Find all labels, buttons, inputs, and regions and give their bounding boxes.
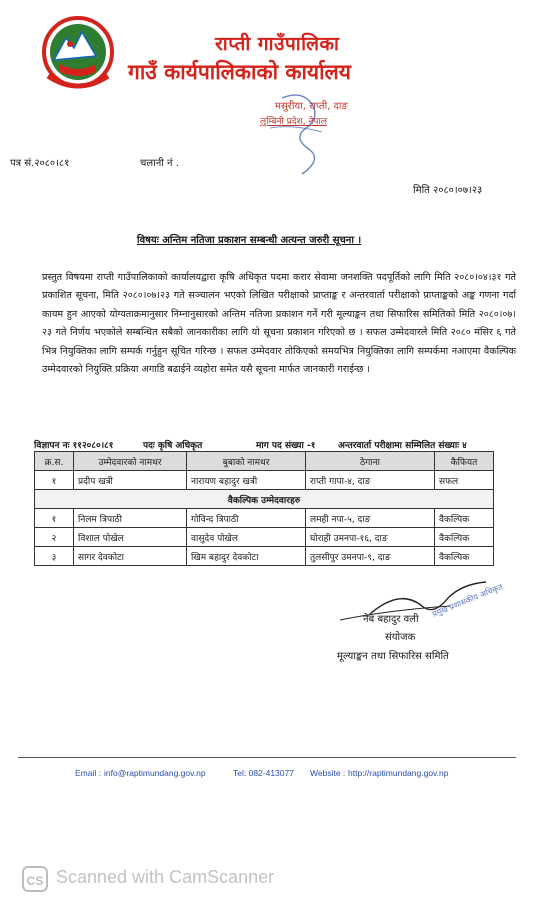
cell-address: राप्ती गापा-४, दाङ bbox=[306, 471, 435, 490]
cell-name: प्रदीप खत्री bbox=[74, 471, 187, 490]
col-header: कैफियत bbox=[435, 452, 494, 471]
col-header: बुबाको नामथर bbox=[187, 452, 306, 471]
cell-father: गोविन्द त्रिपाठी bbox=[187, 509, 306, 528]
table-row bbox=[35, 509, 494, 528]
table-row bbox=[35, 547, 494, 566]
cell-address: घोराही उमनपा-१६, दाङ bbox=[306, 528, 435, 547]
email-label: Email : bbox=[75, 768, 101, 778]
letter-date: मिति २०८०।०७।२३ bbox=[413, 185, 483, 196]
reference-number: पत्र सं.२०८०।८१ bbox=[10, 158, 70, 169]
cell-father: नारायण बहादुर खत्री bbox=[187, 471, 306, 490]
table-header-row bbox=[35, 452, 494, 471]
cell-remark: वैकल्पिक bbox=[435, 528, 494, 547]
dispatch-number: चलानी नं . bbox=[140, 158, 179, 169]
table-row bbox=[35, 471, 494, 490]
office-title: गाउँ कार्यपालिकाको कार्यालय bbox=[128, 60, 351, 84]
alternates-heading: वैकल्पिक उम्मेदवारहरु bbox=[35, 490, 494, 509]
cell-name: सागर देवकोटा bbox=[74, 547, 187, 566]
cell-address: लमही नपा-५, दाङ bbox=[306, 509, 435, 528]
committee-name: मूल्याङ्कन तथा सिफारिस समिति bbox=[337, 651, 449, 662]
cell-address: तुलसीपुर उमनपा-९, दाङ bbox=[306, 547, 435, 566]
cell-father: खिम बहादुर देवकोटा bbox=[187, 547, 306, 566]
cell-remark: सफल bbox=[435, 471, 494, 490]
cell-name: निलम त्रिपाठी bbox=[74, 509, 187, 528]
table-row bbox=[35, 528, 494, 547]
camscanner-icon: CS bbox=[22, 866, 48, 892]
interview-count: अन्तरवार्ता परीक्षामा सम्मिलित संख्याः ४ bbox=[338, 441, 467, 451]
signatory-role: संयोजक bbox=[385, 632, 416, 643]
address-line-2: लुम्बिनी प्रदेश, नेपाल bbox=[260, 117, 327, 127]
office-stamp bbox=[262, 88, 340, 180]
cell-sn: १ bbox=[35, 509, 74, 528]
municipality-logo bbox=[40, 14, 116, 94]
footer-divider bbox=[18, 757, 516, 758]
notice-body: प्रस्तुत विषयमा राप्ती गाउँपालिकाको कार्यालयद्वारा कृषि अधिकृत पदमा करार सेवामा जनशक्ति पदपूर्तिको लागि मिति २०८०।०४।३१ गते प्रकाशित सूचना, मिति २०८०।०७।२३ गते सञ्चालन भएको लिखित परीक्षाको प्राप्ताङ्क र अन्तरवार्ता परीक्षाको प्राप्ताङ्कको अङ्क गणना गर्दा कायम हुन आएको योग्यताक्रमानुसार निम्नानुसारको अन्तिम नतिजा प्रकाशन गर्ने गरी मूल्याङ्कन तथा सिफारिस समितिको मिति २०८०।०७।२३ गते निर्णय भएकोले सम्बन्धित सबैको जानकारीका लागि यो सूचना प्रकाशन गरिएको छ । सफल उम्मेदवारले मिति २०८० मंसिर ६ गते भित्र नियुक्तिका लागि सम्पर्क गर्नुहुन सूचित गरिन्छ । सफल उम्मेदवार तोकिएको समयभित्र नियुक्तिका लागि सम्पर्कमा नआएमा वैकल्पिक उम्मेदवारको नियुक्ति प्रक्रिया अगाडि बढाईने व्यहोरा समेत यसै सूचना मार्फत जानकारी गराईन्छ । bbox=[42, 272, 516, 376]
phone-number: Tel: 082-413077 bbox=[233, 768, 294, 778]
subject-line: विषयः अन्तिम नतिजा प्रकाशन सम्बन्धी अत्यन्त जरुरी सूचना । bbox=[137, 235, 362, 246]
cell-name: विशाल पोखेल bbox=[74, 528, 187, 547]
col-header: उम्मेदवारको नामथर bbox=[74, 452, 187, 471]
col-header: क्र.स. bbox=[35, 452, 74, 471]
alternates-heading-row bbox=[35, 490, 494, 509]
cell-remark: वैकल्पिक bbox=[435, 509, 494, 528]
address-line-1: मसुरीया, राप्ती, दाङ bbox=[275, 101, 348, 112]
advertisement-number: विज्ञापन नः ११२०८०।८१ bbox=[34, 441, 114, 451]
cell-remark: वैकल्पिक bbox=[435, 547, 494, 566]
signatory-name: नेब बहादुर वली bbox=[363, 614, 419, 625]
cell-father: वासुदेव पोखेल bbox=[187, 528, 306, 547]
col-header: ठेगाना bbox=[306, 452, 435, 471]
post-name: पदः कृषि अधिकृत bbox=[143, 441, 203, 451]
municipality-name: राप्ती गाउँपालिका bbox=[215, 33, 340, 55]
cell-sn: ३ bbox=[35, 547, 74, 566]
website-label: Website : bbox=[310, 768, 346, 778]
demand-count: माग पद संख्या -१ bbox=[256, 441, 316, 451]
camscanner-watermark: Scanned with CamScanner bbox=[56, 867, 275, 887]
email-link[interactable]: info@raptimundang.gov.np bbox=[104, 768, 206, 778]
cell-sn: १ bbox=[35, 471, 74, 490]
result-table bbox=[34, 451, 494, 566]
website-link[interactable]: http://raptimundang.gov.np bbox=[348, 768, 449, 778]
official-seal-text: प्रमुख प्रशासकीय अधिकृत bbox=[431, 582, 505, 619]
cell-sn: २ bbox=[35, 528, 74, 547]
